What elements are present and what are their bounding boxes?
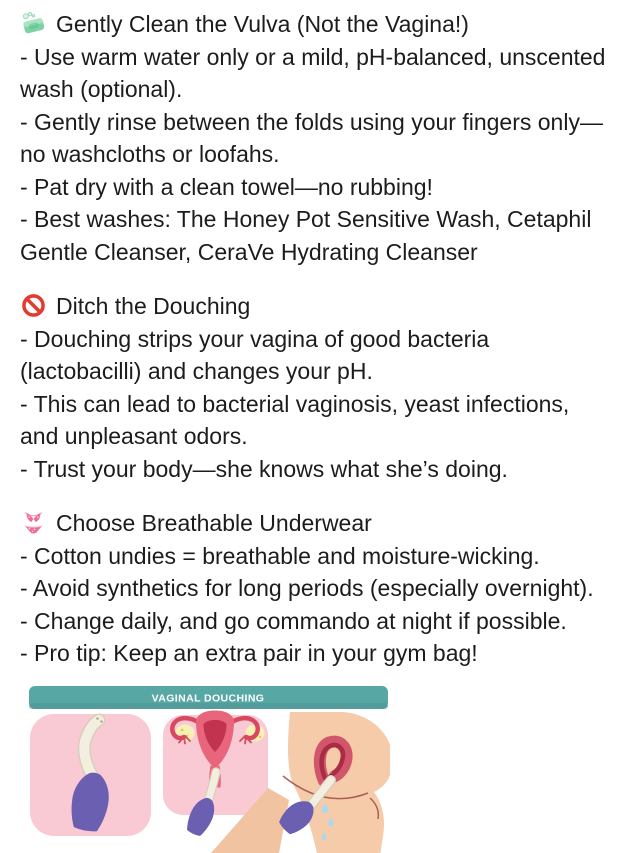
bullet: - Pat dry with a clean towel—no rubbing! bbox=[20, 173, 433, 200]
section-title-text: Choose Breathable Underwear bbox=[56, 510, 372, 536]
section-title bbox=[20, 507, 612, 540]
bullet: - Use warm water only or a mild, pH-balanced, unscented wash (optional). bbox=[20, 43, 606, 102]
torso bbox=[288, 712, 390, 853]
section-title bbox=[20, 290, 612, 323]
bullet: - Avoid synthetics for long periods (especially overnight). bbox=[20, 575, 594, 601]
banner-label: VAGINAL DOUCHING bbox=[151, 692, 265, 704]
panel-douche-bulb bbox=[30, 714, 151, 836]
section-title bbox=[20, 8, 612, 41]
bullet: - Pro tip: Keep an extra pair in your gym bag! bbox=[20, 640, 478, 666]
bikini-icon bbox=[20, 509, 47, 536]
bullet: - This can lead to bacterial vaginosis, yeast infections, and unpleasant odors. bbox=[20, 390, 570, 449]
panel-uterus bbox=[163, 710, 268, 815]
bullet: - Change daily, and go commando at night if possible. bbox=[20, 607, 567, 634]
bullet: - Best washes: The Honey Pot Sensitive Wash, Cetaphil Gentle Cleanser, CeraVe Hydrating Cleanser bbox=[20, 206, 592, 265]
section-ditch-douching bbox=[20, 290, 612, 485]
illustration-banner bbox=[29, 686, 388, 709]
section-clean-vulva bbox=[20, 8, 612, 268]
bullet: - Douching strips your vagina of good bacteria (lactobacilli) and changes your pH. bbox=[20, 325, 490, 384]
soap-icon bbox=[20, 10, 47, 37]
no-entry-icon bbox=[20, 292, 47, 319]
bullet: - Gently rinse between the folds using your fingers only—no washcloths or loofahs. bbox=[20, 108, 603, 167]
section-title-text: Gently Clean the Vulva (Not the Vagina!) bbox=[56, 11, 469, 37]
section-breathable-underwear bbox=[20, 507, 612, 670]
douching-illustration bbox=[28, 686, 390, 853]
bullet: - Trust your body—she knows what she’s doing. bbox=[20, 455, 508, 482]
section-title-text: Ditch the Douching bbox=[56, 293, 251, 319]
bullet: - Cotton undies = breathable and moisture-wicking. bbox=[20, 542, 540, 569]
